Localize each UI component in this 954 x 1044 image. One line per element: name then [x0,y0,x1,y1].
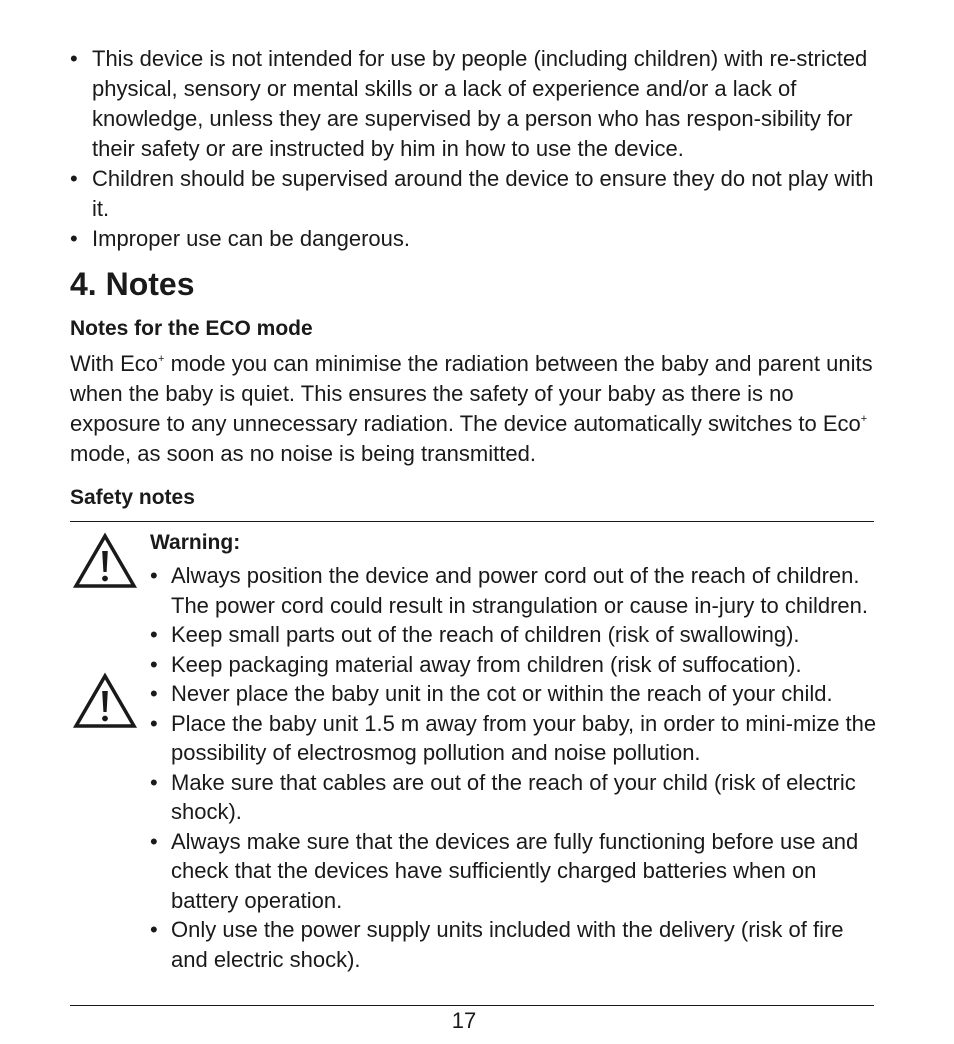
list-item: • Make sure that cables are out of the reach of your child (risk of electric shock). [150,768,880,827]
safety-bullet-list [150,561,880,974]
list-item: • Always make sure that the devices are fully functioning before use and check that the devices have sufficiently charged batteries when on battery operation. [150,827,880,916]
eco-superscript: + [158,353,165,365]
list-item: • Keep packaging material away from children (risk of suffocation). [150,650,880,680]
list-item: • Improper use can be dangerous. [70,224,890,254]
warning-triangle-icon [72,672,138,730]
list-item: • Keep small parts out of the reach of children (risk of swallowing). [150,620,880,650]
section-title: 4. Notes [70,266,195,302]
page-number: 17 [451,1008,477,1033]
safety-heading: Safety notes [70,486,195,509]
list-item: • Place the baby unit 1.5 m away from your baby, in order to mini-mize the possibility of electrosmog pollution and noise pollution. [150,709,880,768]
eco-text-2: mode you can minimise the radiation between the baby and parent units when the baby is quiet. This ensures the safety of your baby as there is no exposure to any unnecessary radiation. The device automatically switches to Eco [70,351,873,436]
list-item: • Always position the device and power cord out of the reach of children. The power cord could result in strangulation or cause in-jury to children. [150,561,880,620]
list-item: • This device is not intended for use by people (including children) with re-stricted physical, sensory or mental skills or a lack of experience and/or a lack of knowledge, unless they are supervised by a person who has respon-sibility for their safety or are instructed by him in how to use the device. [70,44,890,164]
list-item: • Never place the baby unit in the cot or within the reach of your child. [150,679,880,709]
intro-bullet-list [70,44,890,254]
divider-top [70,521,874,522]
eco-superscript: + [860,413,868,425]
list-item: • Children should be supervised around the device to ensure they do not play with it. [70,164,890,224]
divider-bottom [70,1005,874,1006]
warning-triangle-icon [72,532,138,590]
list-item: • Only use the power supply units included with the delivery (risk of fire and electric shock). [150,915,880,974]
warning-label: Warning: [150,531,241,554]
eco-paragraph [70,349,890,469]
eco-text-1: With Eco [70,351,159,376]
eco-heading: Notes for the ECO mode [70,317,313,340]
eco-text-3: mode, as soon as no noise is being transmitted. [70,441,536,466]
